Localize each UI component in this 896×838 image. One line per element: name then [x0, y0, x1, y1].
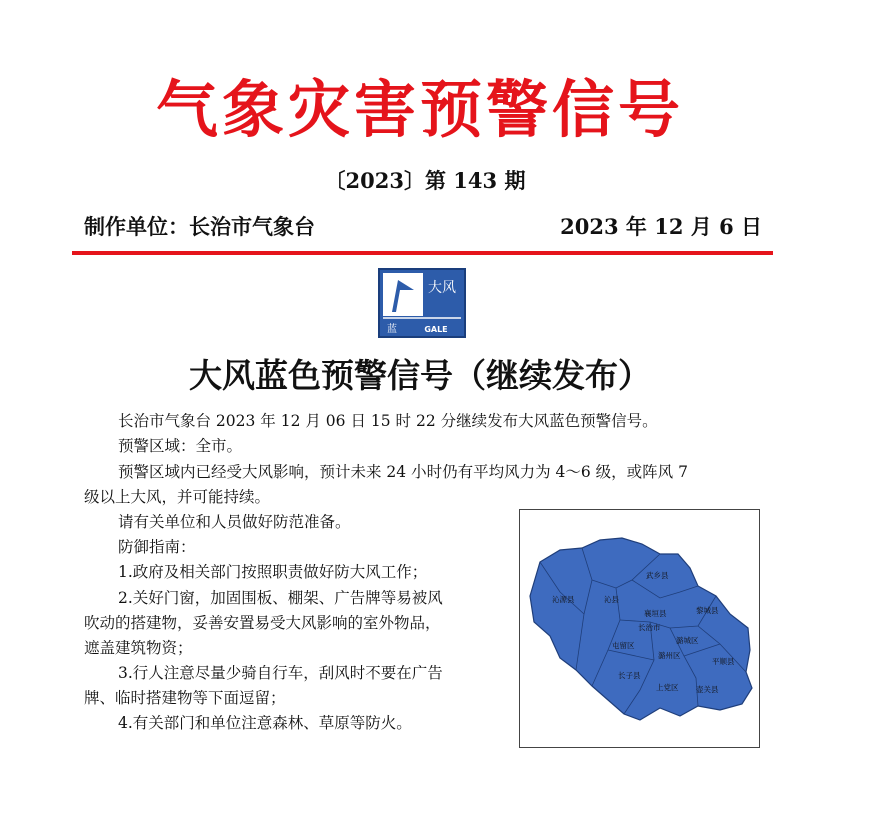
map-label-luzhou: 潞城区 — [676, 636, 699, 645]
guide-item-3-cont: 牌、临时搭建物等下面逗留； — [84, 689, 286, 707]
issue-date: 2023 年 12 月 6 日 — [560, 214, 762, 239]
guide-item-3: 3.行人注意尽量少骑自行车，刮风时不要在广告 — [118, 664, 443, 682]
map-label-licheng: 黎城县 — [696, 606, 719, 615]
issuing-unit: 制作单位：长治市气象台 — [84, 214, 315, 239]
gale-blue-signal-icon — [378, 268, 466, 338]
body-paragraph-prepare: 请有关单位和人员做好防范准备。 — [118, 513, 351, 531]
guide-item-2-cont: 吹动的搭建物，妥善安置易受大风影响的室外物品， — [84, 614, 441, 632]
document-title: 气象灾害预警信号 — [155, 73, 684, 146]
map-label-xiangyuan: 襄垣县 — [644, 609, 667, 618]
region-map — [519, 509, 760, 748]
map-label-changzhi: 长治市 — [638, 623, 661, 632]
map-label-qinxian: 沁县 — [604, 595, 619, 604]
guide-item-1: 1.政府及相关部门按照职责做好防大风工作； — [118, 563, 428, 581]
guide-item-2-end: 遮盖建筑物资； — [84, 639, 193, 657]
issue-number: 〔2023〕第 143 期 — [324, 168, 526, 193]
map-label-wuxiang: 武乡县 — [646, 571, 669, 580]
red-divider — [72, 251, 773, 255]
map-label-luzhouqu: 潞州区 — [658, 651, 681, 660]
body-paragraph-forecast-cont: 级以上大风，并可能持续。 — [84, 488, 271, 506]
guide-item-2: 2.关好门窗，加固围板、棚架、广告牌等易被风 — [118, 589, 443, 607]
signal-icon-text-level: 蓝 — [387, 324, 397, 335]
body-paragraph-area: 预警区域：全市。 — [118, 437, 243, 455]
guide-title: 防御指南： — [118, 538, 196, 556]
map-label-pingshun: 平顺县 — [712, 657, 735, 666]
map-label-shangdang: 上党区 — [656, 683, 679, 692]
body-paragraph-issue: 长治市气象台 2023 年 12 月 06 日 15 时 22 分继续发布大风蓝色预警信号。 — [118, 412, 658, 430]
body-paragraph-forecast: 预警区域内已经受大风影响，预计未来 24 小时仍有平均风力为 4～6 级，或阵风 7 — [118, 463, 688, 481]
map-label-huguan: 壶关县 — [696, 685, 719, 694]
map-label-zhangzi: 长子县 — [618, 671, 641, 680]
guide-item-4: 4.有关部门和单位注意森林、草原等防火。 — [118, 714, 412, 732]
map-label-qinyuan: 沁源县 — [552, 595, 575, 604]
signal-icon-text-top: 大风 — [428, 280, 456, 296]
warning-heading: 大风蓝色预警信号（继续发布） — [189, 356, 651, 395]
map-label-tunliu: 屯留区 — [612, 641, 635, 650]
signal-icon-text-en: GALE — [424, 325, 448, 334]
